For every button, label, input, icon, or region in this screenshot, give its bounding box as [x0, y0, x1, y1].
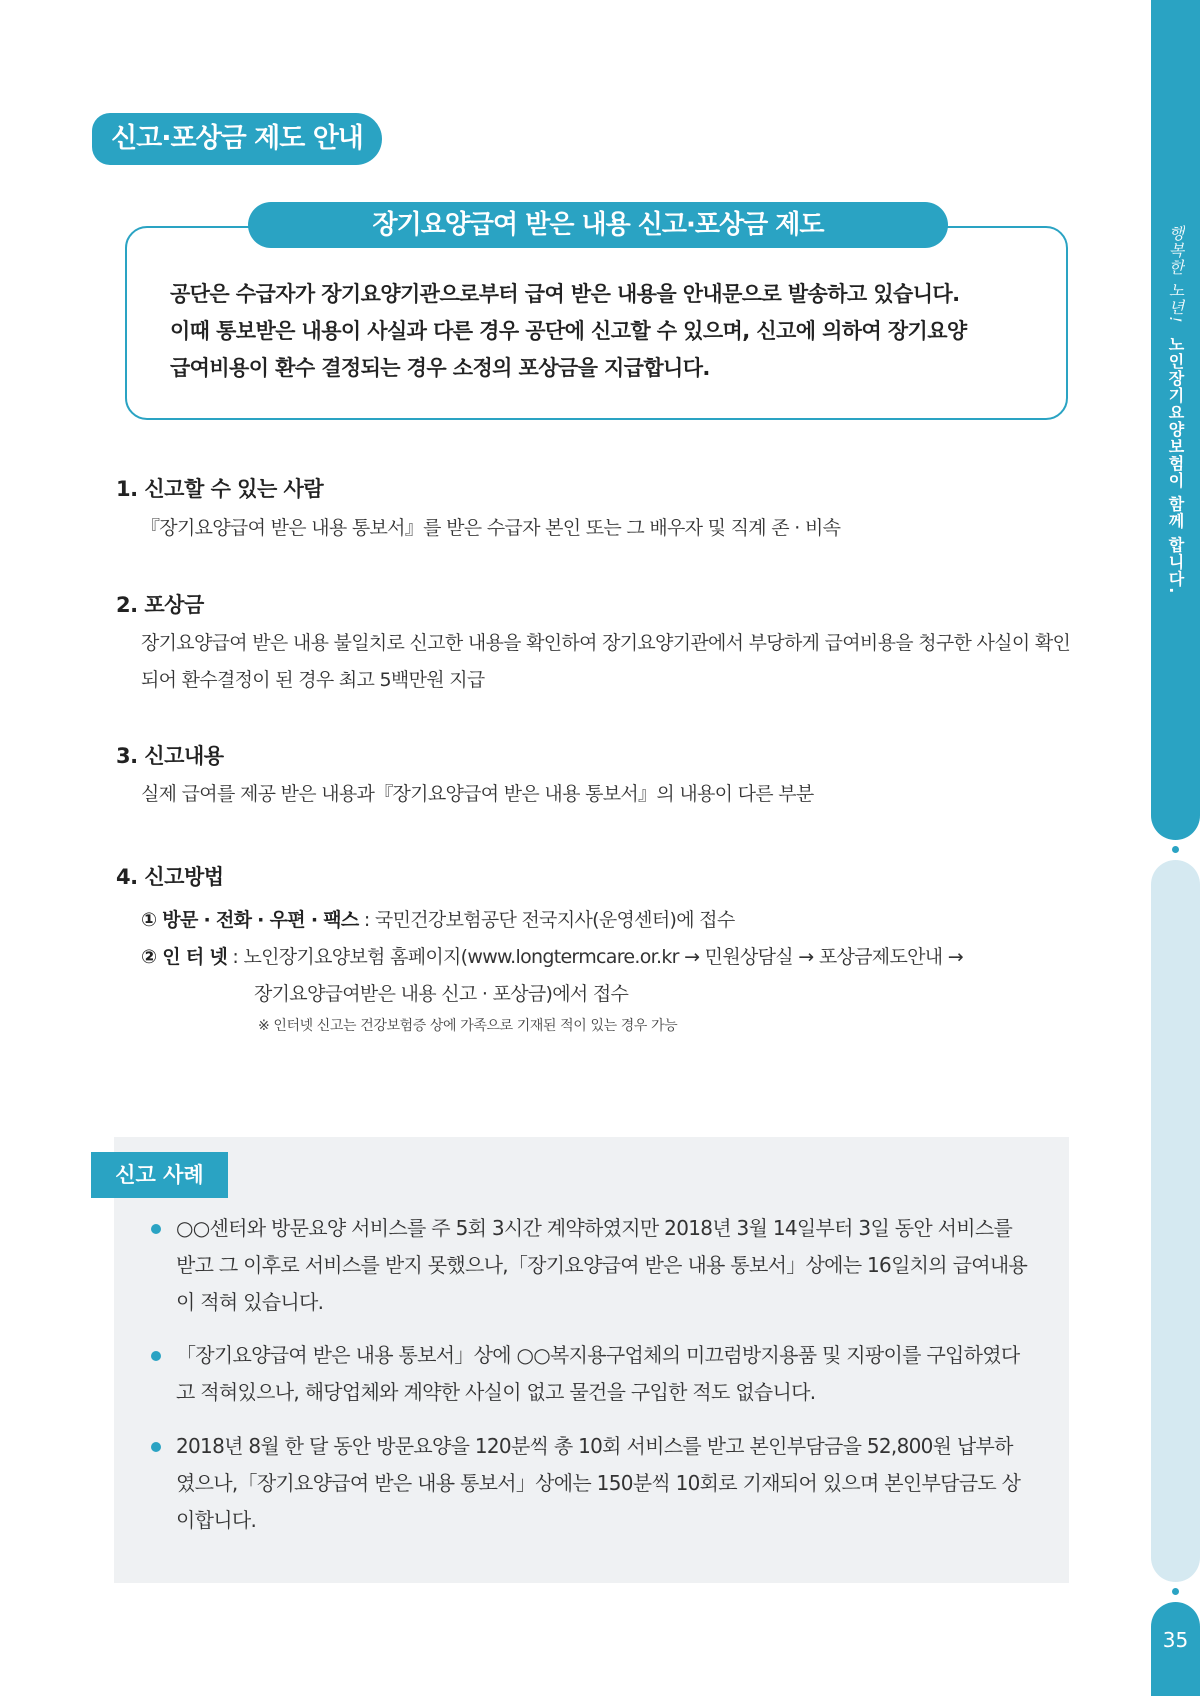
- side-dot-lower: [1172, 1588, 1179, 1595]
- section-label: 신고·포상금 제도 안내: [92, 113, 382, 165]
- case-item-2: [151, 1337, 1031, 1411]
- intro-title: 장기요양급여 받은 내용 신고·포상금 제도: [248, 202, 948, 248]
- section-heading-3: 3. 신고내용: [116, 744, 224, 768]
- method-visit-label: ① 방문 · 전화 · 우편 · 팩스: [141, 909, 359, 931]
- case-item-3: [151, 1428, 1031, 1539]
- bullet-icon: [151, 1351, 161, 1361]
- method-internet-label: ② 인 터 넷: [141, 946, 228, 968]
- section-heading-1: 1. 신고할 수 있는 사람: [116, 477, 324, 501]
- case-text: ○○센터와 방문요양 서비스를 주 5회 3시간 계약하였지만 2018년 3월 14일부터 3일 동안 서비스를 받고 그 이후로 서비스를 받지 못했으나,「장기요양급여 받은 내용 통보서」상에는 16일치의 급여내용이 적혀 있습니다.: [176, 1216, 1028, 1314]
- side-tab-slogan: [1163, 225, 1187, 594]
- method-internet-text: : 노인장기요양보험 홈페이지(www.longtermcare.or.kr → 민원상담실 → 포상금제도안내 →: [227, 946, 963, 968]
- section-heading-4: 4. 신고방법: [116, 865, 224, 889]
- intro-line: 이때 통보받은 내용이 사실과 다른 경우 공단에 신고할 수 있으며, 신고에 의하여 장기요양: [170, 319, 967, 343]
- method-internet-continued: 장기요양급여받은 내용 신고 · 포상금)에서 접수: [254, 983, 629, 1005]
- case-text: 「장기요양급여 받은 내용 통보서」상에 ○○복지용구업체의 미끄럼방지용품 및 지팡이를 구입하였다고 적혀있으나, 해당업체와 계약한 사실이 없고 물건을 구입한 적도 없습니다.: [176, 1343, 1020, 1404]
- intro-line: 공단은 수급자가 장기요양기관으로부터 급여 받은 내용을 안내문으로 발송하고 있습니다.: [170, 282, 960, 306]
- side-dot-upper: [1172, 846, 1179, 853]
- case-item-1: [151, 1210, 1031, 1321]
- side-tab-main-text: 노인장기요양보험이 함께 합니다.: [1166, 336, 1185, 595]
- intro-text: [170, 276, 1040, 387]
- case-text: 2018년 8월 한 달 동안 방문요양을 120분씩 총 10회 서비스를 받고 본인부담금을 52,800원 납부하였으나,「장기요양급여 받은 내용 통보서」상에는 150분씩 10회로 기재되어 있으며 본인부담금도 상이합니다.: [176, 1434, 1021, 1532]
- section-body-2: 장기요양급여 받은 내용 불일치로 신고한 내용을 확인하여 장기요양기관에서 부당하게 급여비용을 청구한 사실이 확인되어 환수결정이 된 경우 최고 5백만원 지급: [141, 632, 1071, 691]
- section-heading-2: 2. 포상금: [116, 593, 204, 617]
- bullet-icon: [151, 1442, 161, 1452]
- side-tab-script-text: 행복한 노년!: [1166, 225, 1185, 324]
- method-visit-text: : 국민건강보험공단 전국지사(운영센터)에 접수: [358, 909, 735, 931]
- method-visit: [141, 905, 735, 932]
- section-body-3: 실제 급여를 제공 받은 내용과『장기요양급여 받은 내용 통보서』의 내용이 다른 부분: [141, 783, 814, 805]
- case-label: 신고 사례: [91, 1152, 228, 1198]
- page-number: 35: [1162, 1628, 1189, 1652]
- method-internet: [141, 942, 963, 969]
- intro-line: 급여비용이 환수 결정되는 경우 소정의 포상금을 지급합니다.: [170, 356, 710, 380]
- bullet-icon: [151, 1224, 161, 1234]
- side-tab-middle: [1151, 860, 1200, 1582]
- internet-note: ※ 인터넷 신고는 건강보험증 상에 가족으로 기재된 적이 있는 경우 가능: [258, 1018, 678, 1034]
- section-body-1: 『장기요양급여 받은 내용 통보서』를 받은 수급자 본인 또는 그 배우자 및 직계 존 · 비속: [141, 517, 841, 539]
